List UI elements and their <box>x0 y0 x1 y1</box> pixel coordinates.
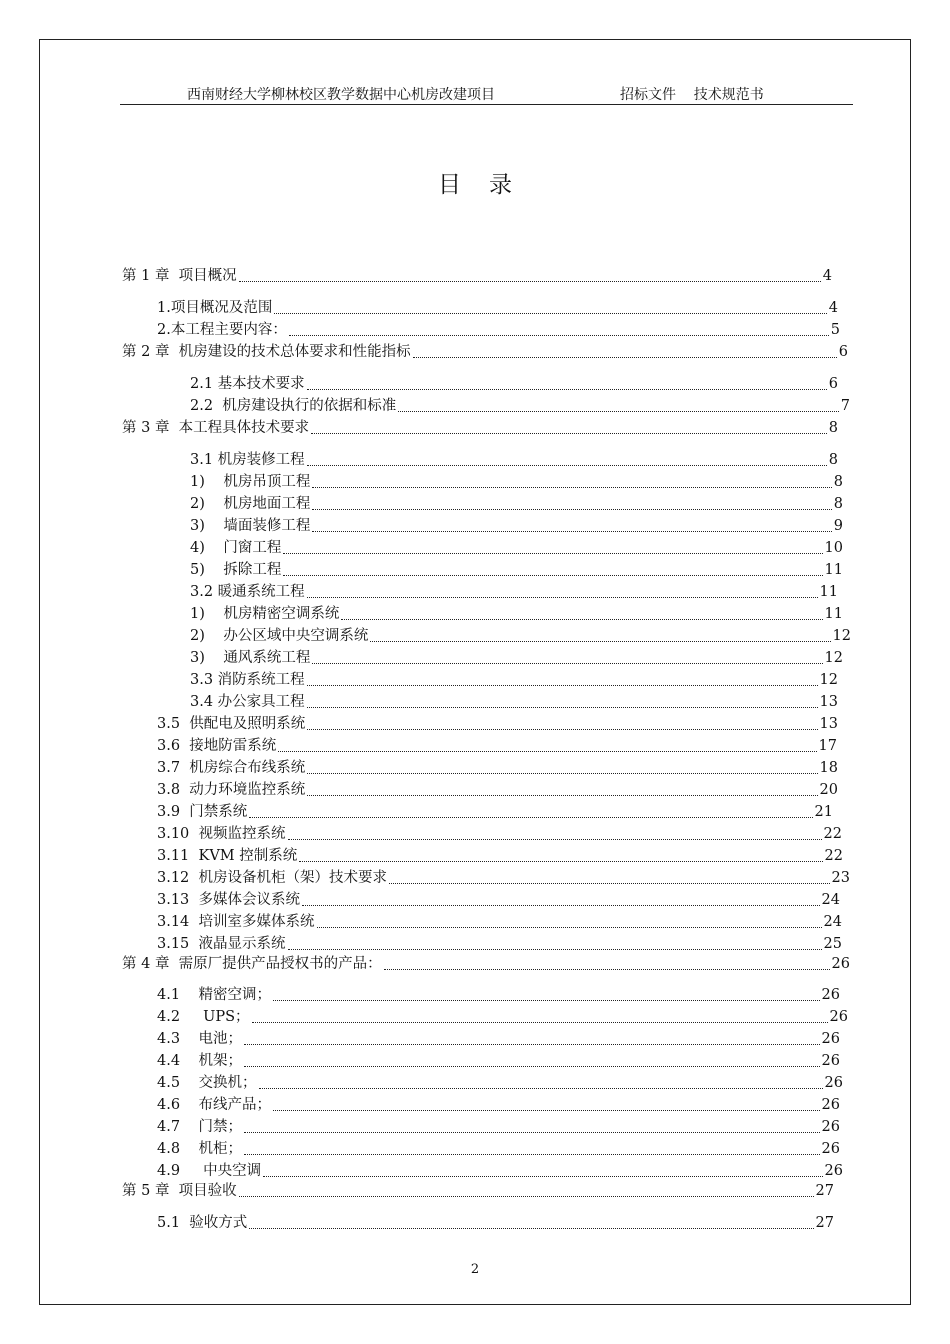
toc-dot-leader <box>299 859 822 862</box>
toc-entry-title: 3.4 办公家具工程 <box>190 694 305 710</box>
toc-entry-title: 3.11 KVM 控制系统 <box>157 848 298 864</box>
toc-entry-title: 3) 通风系统工程 <box>190 650 311 666</box>
toc-entry[interactable] <box>157 778 838 800</box>
toc-entry-title: 第 2 章 机房建设的技术总体要求和性能指标 <box>122 344 411 360</box>
toc-entry-page: 22 <box>823 826 842 842</box>
toc-dot-leader <box>274 311 826 314</box>
toc-dot-leader <box>384 967 830 970</box>
toc-entry-title: 第 4 章 需原厂提供产品授权书的产品： <box>122 956 382 972</box>
toc-entry-page: 24 <box>823 914 842 930</box>
toc-entry[interactable] <box>190 602 843 624</box>
toc-entry-page: 13 <box>819 716 838 732</box>
toc-entry[interactable] <box>157 932 842 954</box>
toc-entry-title: 3.10 视频监控系统 <box>157 826 286 842</box>
toc-entry-title: 第 3 章 本工程具体技术要求 <box>122 420 310 436</box>
toc-entry-title: 3.9 门禁系统 <box>157 804 248 820</box>
toc-entry-title: 2) 办公区域中央空调系统 <box>190 628 369 644</box>
toc-dot-leader <box>312 661 822 664</box>
toc-dot-leader <box>389 881 830 884</box>
toc-entry-page: 8 <box>833 496 843 512</box>
toc-entry-page: 7 <box>840 398 850 414</box>
toc-dot-leader <box>283 573 822 576</box>
toc-entry-title: 第 1 章 项目概况 <box>122 268 237 284</box>
toc-entry-page: 26 <box>831 956 850 972</box>
toc-entry-page: 26 <box>821 1053 840 1069</box>
toc-entry-title: 3.3 消防系统工程 <box>190 672 305 688</box>
toc-entry-title: 2) 机房地面工程 <box>190 496 311 512</box>
toc-entry[interactable] <box>190 470 843 492</box>
toc-dot-leader <box>311 431 827 434</box>
toc-dot-leader <box>288 837 822 840</box>
toc-entry-page: 11 <box>824 562 843 578</box>
toc-entry[interactable] <box>157 1211 834 1233</box>
toc-entry[interactable] <box>157 1093 840 1115</box>
toc-dot-leader <box>307 595 818 598</box>
toc-entry[interactable] <box>157 822 842 844</box>
toc-entry-title: 2.1 基本技术要求 <box>190 376 305 392</box>
toc-entry-title: 4.7 门禁； <box>157 1119 242 1135</box>
toc-entry-title: 5.1 验收方式 <box>157 1215 248 1231</box>
toc-entry-page: 26 <box>821 1141 840 1157</box>
toc-entry-page: 12 <box>832 628 851 644</box>
toc-entry-page: 4 <box>828 300 838 316</box>
toc-entry-page: 6 <box>828 376 838 392</box>
toc-entry[interactable] <box>157 1027 840 1049</box>
toc-dot-leader <box>289 333 829 336</box>
toc-entry-page: 22 <box>824 848 843 864</box>
toc-entry-title: 4.8 机柜； <box>157 1141 242 1157</box>
toc-entry[interactable] <box>157 296 838 318</box>
toc-entry-title: 3.14 培训室多媒体系统 <box>157 914 315 930</box>
toc-entry-page: 26 <box>824 1163 843 1179</box>
toc-entry-page: 27 <box>815 1215 834 1231</box>
toc-entry[interactable] <box>157 1115 840 1137</box>
toc-entry-title: 1.项目概况及范围 <box>157 300 273 316</box>
toc-dot-leader <box>278 749 816 752</box>
toc-entry-page: 26 <box>821 1097 840 1113</box>
toc-dot-leader <box>249 815 812 818</box>
header-document-type: 招标文件 技术规范书 <box>620 87 764 103</box>
toc-entry-page: 27 <box>815 1183 834 1199</box>
toc-entry[interactable] <box>190 394 850 416</box>
toc-entry[interactable] <box>122 1179 834 1201</box>
toc-entry-page: 26 <box>829 1009 848 1025</box>
toc-entry-title: 4.1 精密空调； <box>157 987 271 1003</box>
toc-entry[interactable] <box>157 844 843 866</box>
toc-dot-leader <box>273 1108 820 1111</box>
toc-dot-leader <box>283 551 822 554</box>
toc-entry-page: 26 <box>821 1119 840 1135</box>
toc-dot-leader <box>312 507 831 510</box>
toc-dot-leader <box>341 617 822 620</box>
toc-dot-leader <box>273 998 820 1001</box>
toc-dot-leader <box>307 387 827 390</box>
toc-entry-page: 20 <box>819 782 838 798</box>
toc-dot-leader <box>288 947 822 950</box>
toc-entry[interactable] <box>157 1071 843 1093</box>
toc-entry-page: 6 <box>838 344 848 360</box>
toc-dot-leader <box>263 1174 822 1177</box>
toc-entry[interactable] <box>157 734 837 756</box>
toc-entry-title: 4.5 交换机； <box>157 1075 257 1091</box>
toc-entry-title: 4.9 中央空调 <box>157 1163 262 1179</box>
toc-entry[interactable] <box>190 492 843 514</box>
toc-entry-title: 3.5 供配电及照明系统 <box>157 716 306 732</box>
toc-dot-leader <box>413 355 837 358</box>
toc-entry-title: 4) 门窗工程 <box>190 540 282 556</box>
toc-entry-title: 3.2 暖通系统工程 <box>190 584 305 600</box>
toc-entry[interactable] <box>190 372 838 394</box>
toc-entry[interactable] <box>190 448 838 470</box>
toc-dot-leader <box>244 1064 820 1067</box>
toc-entry-page: 26 <box>824 1075 843 1091</box>
toc-entry[interactable] <box>157 1159 843 1181</box>
toc-dot-leader <box>307 793 817 796</box>
toc-dot-leader <box>239 279 821 282</box>
page-number: 2 <box>470 1262 480 1277</box>
header-project-title: 西南财经大学柳林校区教学数据中心机房改建项目 <box>187 87 495 103</box>
toc-entry[interactable] <box>157 983 840 1005</box>
toc-entry-page: 25 <box>823 936 842 952</box>
toc-entry-page: 18 <box>819 760 838 776</box>
toc-entry-page: 26 <box>821 987 840 1003</box>
toc-entry[interactable] <box>157 910 842 932</box>
toc-entry[interactable] <box>157 1005 848 1027</box>
toc-entry[interactable] <box>157 756 838 778</box>
toc-entry-page: 26 <box>821 1031 840 1047</box>
toc-dot-leader <box>244 1152 820 1155</box>
toc-dot-leader <box>307 705 818 708</box>
toc-entry[interactable] <box>122 416 838 438</box>
toc-entry[interactable] <box>190 646 843 668</box>
toc-dot-leader <box>239 1194 814 1197</box>
toc-entry-page: 8 <box>828 452 838 468</box>
toc-entry-title: 3.7 机房综合布线系统 <box>157 760 306 776</box>
toc-entry[interactable] <box>190 668 838 690</box>
toc-entry-title: 4.6 布线产品； <box>157 1097 271 1113</box>
toc-entry-page: 13 <box>819 694 838 710</box>
toc-entry[interactable] <box>157 1049 840 1071</box>
toc-entry-page: 9 <box>833 518 843 534</box>
toc-entry[interactable] <box>157 318 840 340</box>
toc-entry-title: 1) 机房精密空调系统 <box>190 606 340 622</box>
toc-entry-title: 第 5 章 项目验收 <box>122 1183 237 1199</box>
toc-dot-leader <box>252 1020 828 1023</box>
toc-entry-title: 1) 机房吊顶工程 <box>190 474 311 490</box>
toc-entry[interactable] <box>157 712 838 734</box>
toc-entry[interactable] <box>157 888 840 910</box>
toc-entry-title: 2.2 机房建设执行的依据和标准 <box>190 398 397 414</box>
toc-dot-leader <box>244 1042 820 1045</box>
toc-dot-leader <box>259 1086 823 1089</box>
toc-entry-title: 3.12 机房设备机柜（架）技术要求 <box>157 870 388 886</box>
toc-entry-title: 3) 墙面装修工程 <box>190 518 311 534</box>
toc-entry[interactable] <box>190 536 843 558</box>
toc-dot-leader <box>317 925 822 928</box>
toc-entry-title: 3.8 动力环境监控系统 <box>157 782 306 798</box>
toc-entry-title: 3.13 多媒体会议系统 <box>157 892 301 908</box>
toc-entry[interactable] <box>122 340 848 362</box>
toc-entry-page: 12 <box>819 672 838 688</box>
toc-entry-title: 3.6 接地防雷系统 <box>157 738 277 754</box>
toc-dot-leader <box>312 485 831 488</box>
toc-entry-page: 24 <box>821 892 840 908</box>
toc-entry[interactable] <box>122 264 832 286</box>
toc-dot-leader <box>307 727 817 730</box>
toc-entry-title: 4.3 电池； <box>157 1031 242 1047</box>
toc-dot-leader <box>370 639 830 642</box>
toc-entry-title: 3.15 液晶显示系统 <box>157 936 286 952</box>
toc-dot-leader <box>302 903 820 906</box>
toc-dot-leader <box>307 683 818 686</box>
toc-entry[interactable] <box>190 624 851 646</box>
toc-entry-page: 4 <box>822 268 832 284</box>
toc-entry-page: 8 <box>833 474 843 490</box>
toc-entry-page: 12 <box>824 650 843 666</box>
toc-dot-leader <box>249 1226 813 1229</box>
toc-entry[interactable] <box>190 580 838 602</box>
toc-dot-leader <box>398 409 838 412</box>
toc-entry[interactable] <box>122 952 850 974</box>
toc-title: 目录 <box>438 172 540 198</box>
toc-entry-page: 11 <box>819 584 838 600</box>
toc-dot-leader <box>244 1130 820 1133</box>
toc-entry-title: 5) 拆除工程 <box>190 562 282 578</box>
toc-entry-page: 11 <box>824 606 843 622</box>
toc-entry-page: 23 <box>831 870 850 886</box>
toc-entry-title: 4.2 UPS； <box>157 1009 250 1025</box>
toc-dot-leader <box>307 463 827 466</box>
toc-entry[interactable] <box>190 558 843 580</box>
toc-entry-title: 3.1 机房装修工程 <box>190 452 305 468</box>
toc-dot-leader <box>312 529 831 532</box>
toc-entry[interactable] <box>157 1137 840 1159</box>
toc-entry[interactable] <box>190 514 843 536</box>
toc-entry-page: 17 <box>818 738 837 754</box>
toc-dot-leader <box>307 771 817 774</box>
toc-entry-page: 5 <box>830 322 840 338</box>
toc-entry-title: 2.本工程主要内容： <box>157 322 287 338</box>
toc-entry[interactable] <box>157 800 833 822</box>
toc-entry-title: 4.4 机架； <box>157 1053 242 1069</box>
toc-entry[interactable] <box>190 690 838 712</box>
toc-entry[interactable] <box>157 866 850 888</box>
toc-entry-page: 8 <box>828 420 838 436</box>
toc-entry-page: 10 <box>824 540 843 556</box>
toc-entry-page: 21 <box>814 804 833 820</box>
